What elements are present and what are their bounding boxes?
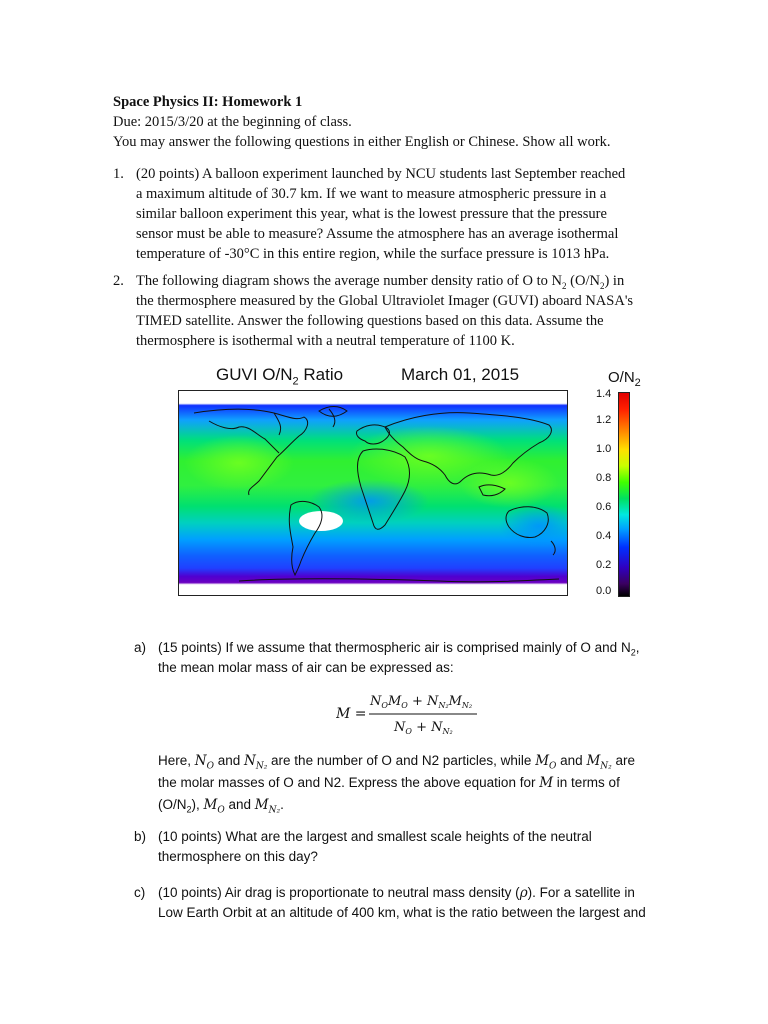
colorbar [618,392,630,597]
question-body [136,271,666,351]
world-map [178,390,568,596]
colorbar-tick: 0.0 [596,585,612,597]
question-number: 1. [113,166,124,182]
text-line: similar balloon experiment this year, what is the lowest pressure that the pressure [136,206,607,222]
figure-title: GUVI $O/N_2$ Ratio [216,365,344,388]
homework-title: Space Physics II: Homework 1 [113,94,303,110]
text-line: (10 points) Air drag is proportionate to neutral mass density (ρ). For a satellite in [158,885,635,901]
text-line: a maximum altitude of 30.7 km. If we want to measure atmospheric pressure in a [136,186,607,202]
equation-lhs: M = [336,706,367,722]
text-line: the molar masses of O and N2. Express the above equation for M in terms of [158,775,620,791]
text-line: TIMED satellite. Answer the following questions based on this data. Assume the [136,313,604,329]
due-date: Due: 2015/3/20 at the beginning of class. [113,114,352,130]
text-line: Here, $N_O$ and $N_{N_2}$ are the number of O and N2 particles, while $M_O$ and $M_{N_2}$ are [158,753,636,772]
svg-text:NO + NN₂: $N_O + N_{N_2}$ [394,720,453,736]
question-body [136,164,666,264]
subquestion-body [158,751,635,815]
colorbar-title: $O/N_2$ [608,369,641,389]
colorbar-tick: 1.2 [596,414,612,426]
text-line: temperature of -30°C in this entire region, while the surface pressure is 1013 hPa. [136,246,610,262]
subquestion-label: b) [134,829,147,844]
text-line: The following diagram shows the average number density ratio of O to $N_2$ $(O/N_2)$ in [136,273,625,291]
subquestion-label: a) [134,640,147,655]
molar-mass-equation [336,688,486,738]
text-line: (15 points) If we assume that thermospheric air is comprised mainly of O and $N_2$, [158,640,640,658]
subquestion-body [158,638,639,678]
text-line: (10 points) What are the largest and smallest scale heights of the neutral [158,829,592,844]
language-note: You may answer the following questions in either English or Chinese. Show all work. [113,134,611,150]
text-line: Low Earth Orbit at an altitude of 400 km, what is the ratio between the largest and [158,905,646,920]
text-line: the mean molar mass of air can be expressed as: [158,660,454,675]
subquestion-body [158,883,646,923]
map-graphic [179,391,568,596]
svg-text:NOMO + NN₂MN₂: $N_OM_O + N_{N_2}M_{N_2}$ [370,694,473,710]
question-number: 2. [113,273,124,289]
text-line: $(O/N_2)$, $M_O$ and $M_{N_2}$. [158,797,284,816]
text-line: thermosphere on this day? [158,849,318,864]
colorbar-tick: 1.4 [596,388,612,400]
colorbar-tick: 0.4 [596,530,612,542]
subquestion-body [158,827,592,867]
text-line: (20 points) A balloon experiment launched by NCU students last September reached [136,166,626,182]
colorbar-tick: 0.6 [596,501,612,513]
colorbar-tick: 1.0 [596,443,612,455]
colorbar-tick: 0.2 [596,559,612,571]
text-line: the thermosphere measured by the Global Ultraviolet Imager (GUVI) aboard NASA's [136,293,634,309]
text-line: sensor must be able to measure? Assume the atmosphere has an average isothermal [136,226,619,242]
colorbar-tick: 0.8 [596,472,612,484]
subquestion-label: c) [134,885,146,900]
guvi-figure [170,360,650,605]
figure-date: March 01, 2015 [401,365,520,384]
text-line: thermosphere is isothermal with a neutral temperature of 1100 K. [136,333,515,349]
